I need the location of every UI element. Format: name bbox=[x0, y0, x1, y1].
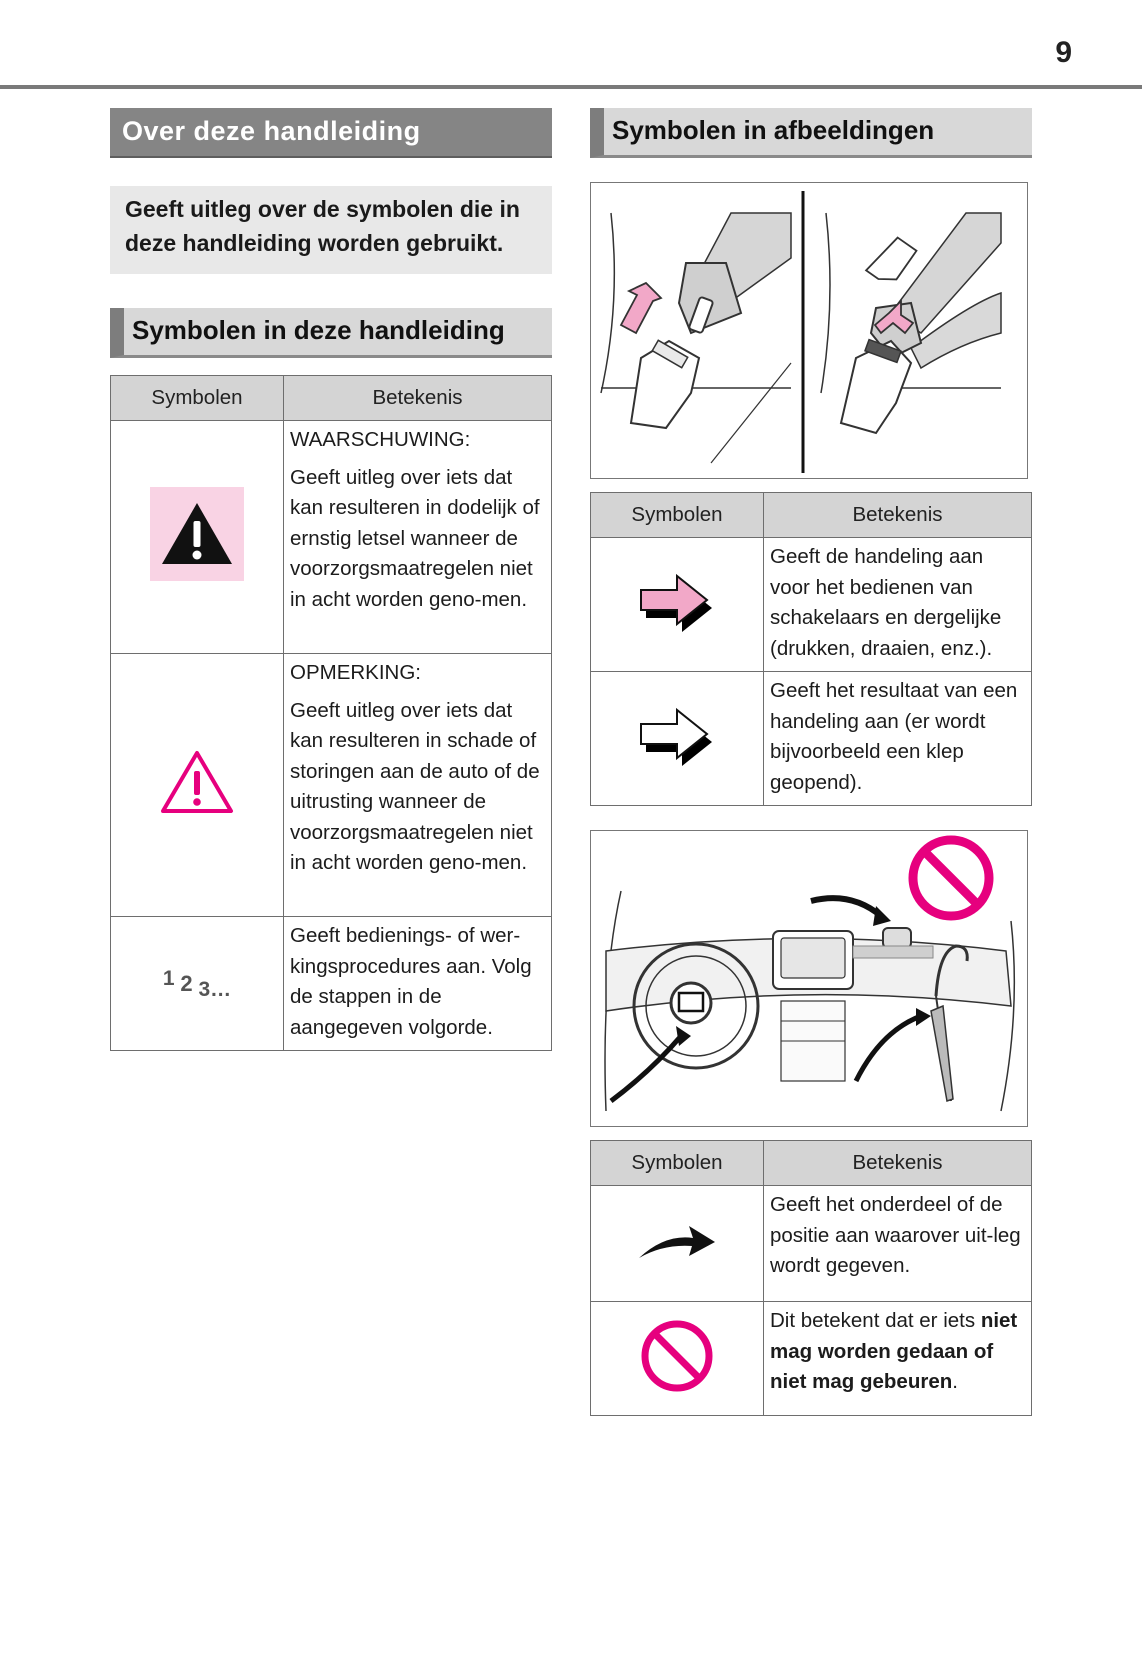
section-title-right: Symbolen in afbeeldingen bbox=[590, 108, 1032, 158]
table-header-row bbox=[111, 376, 552, 421]
meaning-cell bbox=[764, 1186, 1032, 1302]
col-header-meaning: Betekenis bbox=[764, 1141, 1032, 1186]
col-header-symbols: Symbolen bbox=[591, 493, 764, 538]
meaning-cell bbox=[764, 672, 1032, 806]
warning-filled-icon bbox=[150, 487, 244, 581]
col-header-symbols: Symbolen bbox=[111, 376, 284, 421]
seatbelt-drawing-icon bbox=[591, 183, 1027, 478]
symbol-cell bbox=[591, 672, 764, 806]
meaning-text: Geeft bedienings- of wer-kingsprocedures aan. Volg de stappen in de aangegeven volgorde. bbox=[290, 924, 532, 1039]
header-rule bbox=[0, 85, 1142, 89]
warning-label: WAARSCHUWING: bbox=[290, 428, 471, 451]
result-arrow-icon bbox=[637, 704, 717, 768]
symbol-cell bbox=[591, 1186, 764, 1302]
page-number: 9 bbox=[1055, 36, 1072, 69]
symbol-cell bbox=[111, 421, 284, 654]
meaning-text: Geeft de handeling aan voor het bedienen van schakelaars en dergelijke (drukken, draaien, enz.). bbox=[770, 545, 1002, 660]
intro-box: Geeft uitleg over de symbolen die in deze handleiding worden gebruikt. bbox=[110, 186, 552, 274]
meaning-cell bbox=[764, 1302, 1032, 1416]
symbol-cell bbox=[591, 538, 764, 672]
section-title: Over deze handleiding bbox=[110, 108, 552, 158]
prohibition-icon bbox=[640, 1319, 714, 1393]
meaning-cell bbox=[284, 654, 552, 917]
table-header-row bbox=[591, 1141, 1032, 1186]
pointer-arrow-icon bbox=[635, 1216, 719, 1266]
meaning-text: Geeft uitleg over iets dat kan resulteren in schade of storingen aan de auto of de uitrusting wanneer de voorzorgsmaatregelen niet in acht worden geno-men. bbox=[290, 698, 540, 874]
meaning-cell bbox=[284, 421, 552, 654]
symbols-table bbox=[110, 375, 552, 1051]
caution-outline-icon bbox=[159, 749, 235, 815]
col-header-meaning: Betekenis bbox=[284, 376, 552, 421]
illustration-symbols-table-2 bbox=[590, 1140, 1032, 1416]
dashboard-illustration bbox=[590, 830, 1028, 1127]
meaning-text: Geeft uitleg over iets dat kan resulteren in dodelijk of ernstig letsel wanneer de voorzorgsmaatregelen niet in acht worden geno-men. bbox=[290, 465, 540, 611]
illustration-symbols-table-1 bbox=[590, 492, 1032, 806]
seatbelt-illustration bbox=[590, 182, 1028, 479]
right-column bbox=[590, 108, 1032, 1416]
col-header-symbols: Symbolen bbox=[591, 1141, 764, 1186]
meaning-text-before: Dit betekent dat er iets bbox=[770, 1309, 981, 1332]
meaning-text: Geeft het onderdeel of de positie aan waarover uit-leg wordt gegeven. bbox=[770, 1193, 1021, 1277]
symbol-cell bbox=[591, 1302, 764, 1416]
table-row bbox=[111, 917, 552, 1051]
meaning-text-bold: niet mag worden gedaan of niet mag gebeuren bbox=[770, 1309, 1018, 1393]
table-row bbox=[591, 672, 1032, 806]
table-row bbox=[591, 538, 1032, 672]
col-header-meaning: Betekenis bbox=[764, 493, 1032, 538]
notice-label: OPMERKING: bbox=[290, 661, 421, 684]
meaning-text: Geeft het resultaat van een handeling aan (er wordt bijvoorbeeld een klep geopend). bbox=[770, 679, 1018, 794]
meaning-text-after: . bbox=[952, 1370, 958, 1393]
dashboard-drawing-icon bbox=[591, 831, 1027, 1126]
meaning-cell bbox=[284, 917, 552, 1051]
symbol-cell bbox=[111, 654, 284, 917]
step-numbers-icon: 1 2 3… bbox=[162, 966, 232, 1001]
left-column bbox=[110, 108, 552, 1051]
meaning-cell bbox=[764, 538, 1032, 672]
table-row bbox=[111, 421, 552, 654]
subsection-title: Symbolen in deze handleiding bbox=[110, 308, 552, 358]
table-row bbox=[591, 1186, 1032, 1302]
action-arrow-icon bbox=[637, 570, 717, 634]
table-header-row bbox=[591, 493, 1032, 538]
table-row bbox=[591, 1302, 1032, 1416]
symbol-cell bbox=[111, 917, 284, 1051]
table-row bbox=[111, 654, 552, 917]
